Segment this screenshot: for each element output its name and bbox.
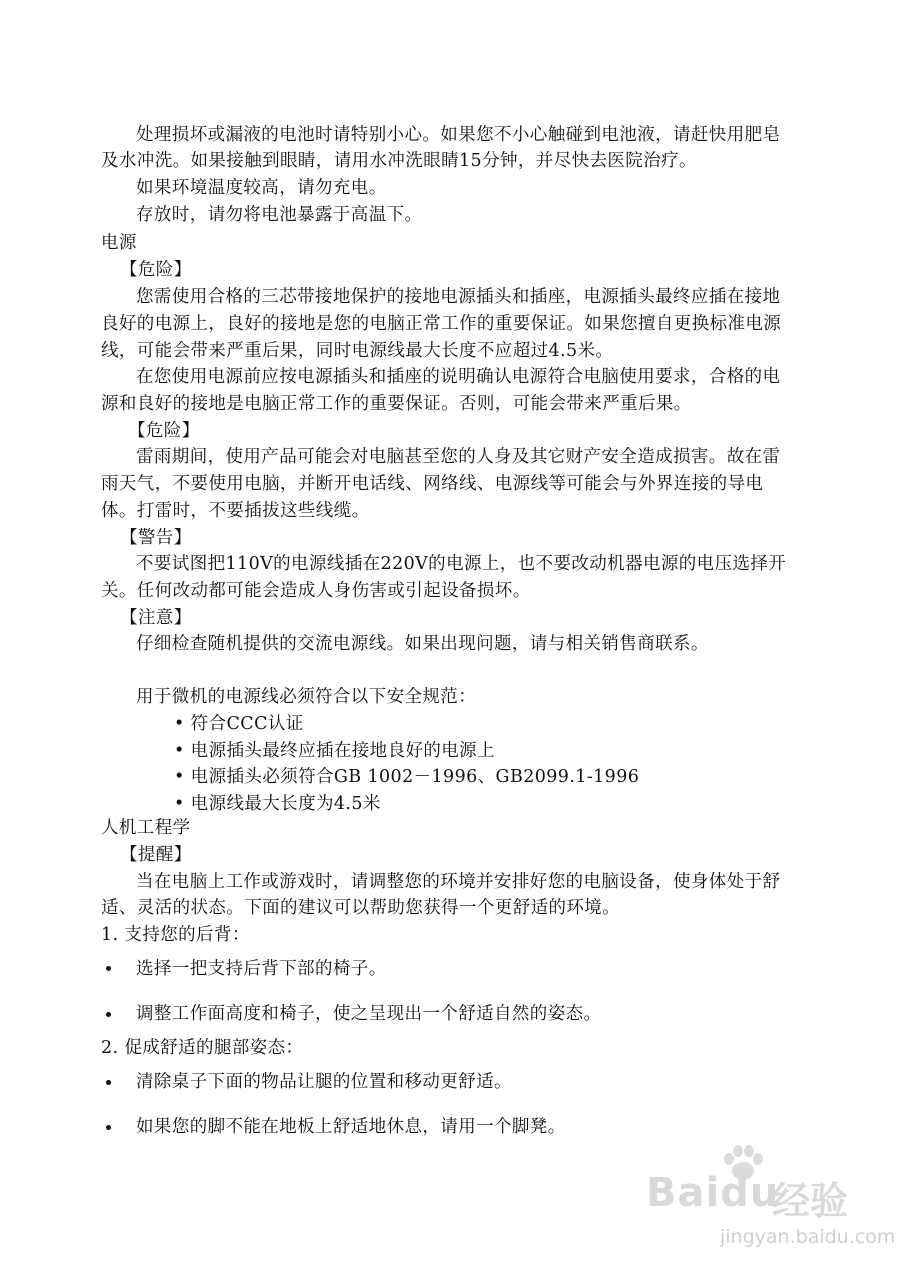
confirm-paragraph-line: 在您使用电源前应按电源插头和插座的说明确认电源符合电脑使用要求，合格的电 [136, 367, 781, 387]
danger-paragraph-line: 您需使用合格的三芯带接地保护的接地电源插头和插座，电源插头最终应插在接地 [136, 287, 781, 307]
bullet-item: 清除桌子下面的物品让腿的位置和移动更舒适。 [136, 1072, 512, 1092]
confirm-paragraph-line: 源和良好的接地是电脑正常工作的重要保证。否则，可能会带来严重后果。 [101, 394, 692, 414]
notice-tag: 【注意】 [120, 608, 192, 628]
spec-list-item: • 符合CCC认证 [174, 714, 304, 734]
danger-tag: 【危险】 [128, 421, 200, 441]
battery-storage-note: 存放时，请勿将电池暴露于高温下。 [136, 205, 423, 225]
reminder-tag: 【提醒】 [120, 845, 192, 865]
bullet-icon [106, 1012, 111, 1017]
lightning-paragraph-line: 雨天气，不要使用电脑，并断开电话线、网络线、电源线等可能会与外界连接的导电 [101, 474, 764, 494]
power-heading: 电源 [101, 233, 137, 253]
watermark-logo: Baidu [646, 1170, 780, 1216]
section-title: 2. 促成舒适的腿部姿态： [101, 1038, 304, 1058]
bullet-item: 如果您的脚不能在地板上舒适地休息，请用一个脚凳。 [136, 1117, 566, 1137]
warning-paragraph-line: 不要试图把110V的电源线插在220V的电源上，也不要改动机器电源的电压选择开 [136, 554, 787, 574]
lightning-paragraph-line: 雷雨期间，使用产品可能会对电脑甚至您的人身及其它财产安全造成损害。故在雷 [136, 447, 781, 467]
watermark-url: jingyan.baidu.com [720, 1226, 896, 1248]
bullet-icon [106, 1125, 111, 1130]
bullet-item: 调整工作面高度和椅子，使之呈现出一个舒适自然的姿态。 [136, 1004, 602, 1024]
battery-charging-note: 如果环境温度较高，请勿充电。 [136, 178, 387, 198]
danger-paragraph-line: 线，可能会带来严重后果，同时电源线最大长度不应超过4.5米。 [101, 341, 614, 361]
ergonomics-heading: 人机工程学 [101, 818, 191, 838]
bullet-icon [106, 1080, 111, 1085]
lightning-paragraph-line: 体。打雷时，不要插拔这些线缆。 [101, 501, 370, 521]
warning-paragraph-line: 关。任何改动都可能会造成人身伤害或引起设备损坏。 [101, 581, 531, 601]
reminder-paragraph-line: 适、灵活的状态。下面的建议可以帮助您获得一个更舒适的环境。 [101, 898, 621, 918]
bullet-icon [106, 966, 111, 971]
notice-paragraph-line: 仔细检查随机提供的交流电源线。如果出现问题，请与相关销售商联系。 [136, 634, 709, 654]
spec-list-item: • 电源插头必须符合GB 1002－1996、GB2099.1-1996 [174, 767, 640, 787]
danger-paragraph-line: 良好的电源上，良好的接地是您的电脑正常工作的重要保证。如果您擅自更换标准电源 [101, 314, 782, 334]
warning-tag: 【警告】 [120, 528, 192, 548]
spec-list-item: • 电源插头最终应插在接地良好的电源上 [174, 741, 495, 761]
battery-paragraph-line: 及水冲洗。如果接触到眼睛，请用水冲洗眼睛15分钟，并尽快去医院治疗。 [101, 151, 697, 171]
section-title: 1. 支持您的后背： [101, 925, 250, 945]
danger-tag: 【危险】 [120, 260, 192, 280]
battery-paragraph-line: 处理损坏或漏液的电池时请特别小心。如果您不小心触碰到电池液，请赶快用肥皂 [136, 125, 781, 145]
bullet-item: 选择一把支持后背下部的椅子。 [136, 959, 387, 979]
reminder-paragraph-line: 当在电脑上工作或游戏时，请调整您的环境并安排好您的电脑设备，使身体处于舒 [136, 872, 781, 892]
spec-intro: 用于微机的电源线必须符合以下安全规范： [136, 687, 477, 707]
spec-list-item: • 电源线最大长度为4.5米 [174, 794, 381, 814]
watermark-cn: 经验 [772, 1179, 849, 1223]
